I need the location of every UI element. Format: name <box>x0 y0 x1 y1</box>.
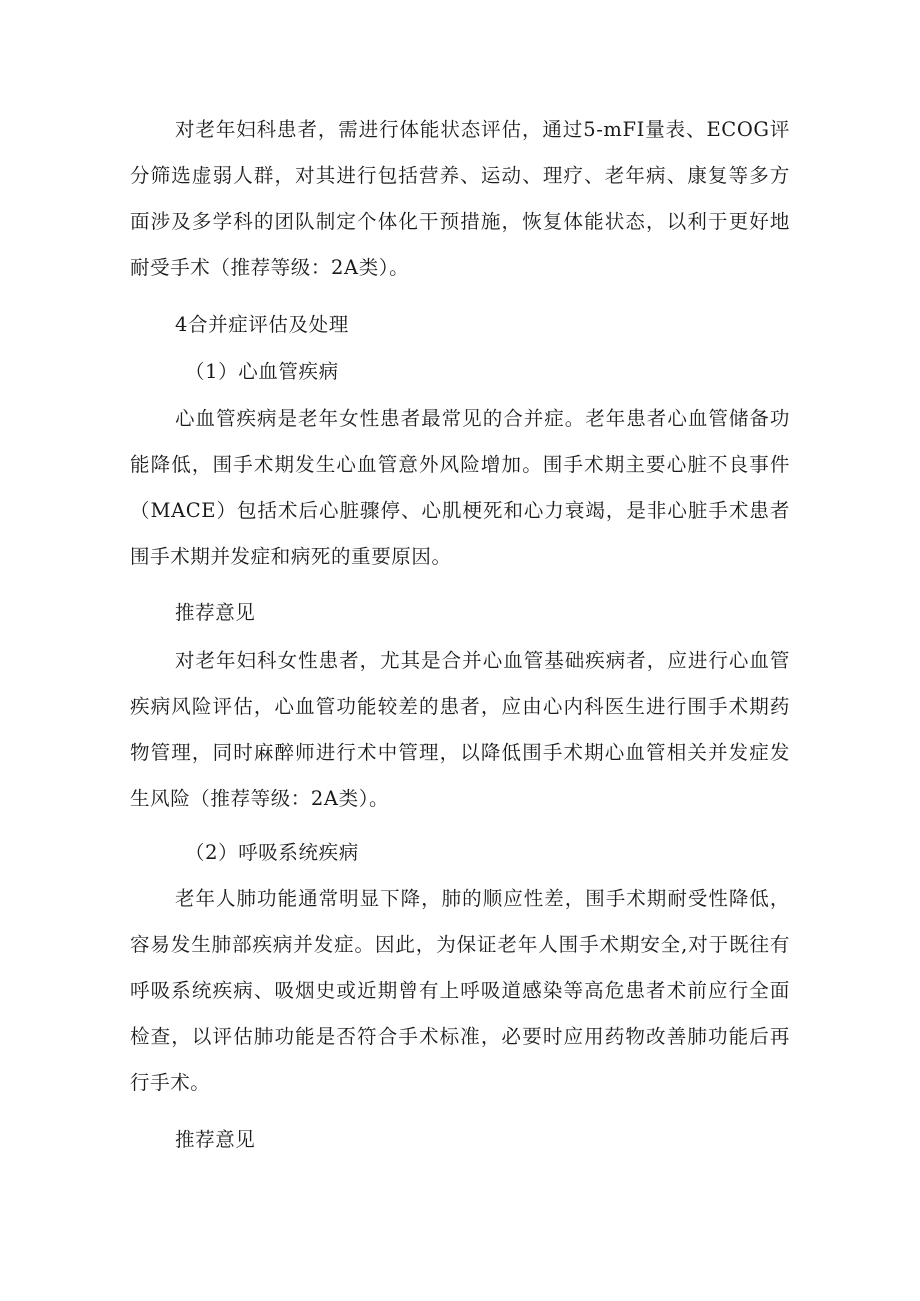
recommendation-label: 推荐意见 <box>175 1128 256 1151</box>
paragraph-frailty-assessment: 对老年妇科患者，需进行体能状态评估，通过5-mFI量表、ECOG评分筛选虚弱人群，对其进行包括营养、运动、理疗、老年病、康复等多方面涉及多学科的团队制定个体化干预措施，恢复体能状态，以利于更好地耐受手术（推荐等级：2A类）。 <box>130 118 790 279</box>
paragraph-respiratory: 老年人肺功能通常明显下降，肺的顺应性差，围手术期耐受性降低，容易发生肺部疾病并发症。因此，为保证老年人围手术期安全,对于既往有呼吸系统疾病、吸烟史或近期曾有上呼吸道感染等高危患者术前应行全面检查，以评估肺功能是否符合手术标准，必要时应用药物改善肺功能后再行手术。 <box>130 887 790 1094</box>
section-heading-comorbidity: 4合并症评估及处理 <box>175 313 349 336</box>
paragraph-cardiovascular: 心血管疾病是老年女性患者最常见的合并症。老年患者心血管储备功能降低，围手术期发生心血管意外风险增加。围手术期主要心脏不良事件（MACE）包括术后心脏骤停、心肌梗死和心力衰竭，是非心脏手术患者围手术期并发症和病死的重要原因。 <box>130 407 790 568</box>
subheading-cardiovascular: （1）心血管疾病 <box>185 360 339 383</box>
recommendation-label: 推荐意见 <box>175 601 256 624</box>
subheading-respiratory: （2）呼吸系统疾病 <box>185 841 359 864</box>
paragraph-recommendation-cardiovascular: 对老年妇科女性患者，尤其是合并心血管基础疾病者，应进行心血管疾病风险评估，心血管功能较差的患者，应由心内科医生进行围手术期药物管理，同时麻醉师进行术中管理，以降低围手术期心血管相关并发症发生风险（推荐等级：2A类）。 <box>130 649 790 810</box>
